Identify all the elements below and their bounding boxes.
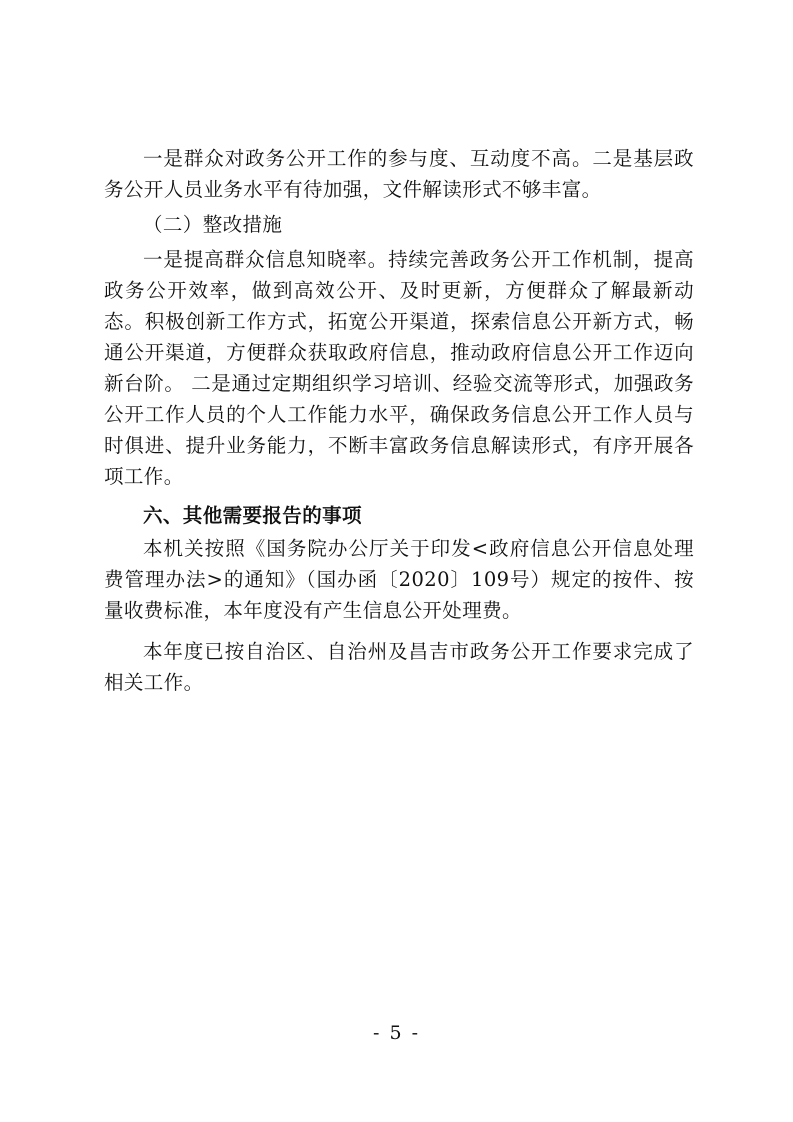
paragraph-measures: 一是提高群众信息知晓率。持续完善政务公开工作机制，提高政务公开效率，做到高效公开、及时更新，方便群众了解最新动态。积极创新工作方式，拓宽公开渠道，探索信息公开新方式，畅通公开渠道，方便群众获取政府信息，推动政府信息公开工作迈向新台阶。 二是通过定期组织学习培训、经验交流等形式，加强政务公开工作人员的个人工作能力水平，确保政务信息公开工作人员与时俱进、提升业务能力，不断丰富政务信息解读形式，有序开展各项工作。 bbox=[104, 248, 694, 488]
document-body bbox=[104, 143, 694, 698]
subheading-rectification-measures: （二）整改措施 bbox=[143, 213, 283, 236]
paragraph-processing-fee: 本机关按照《国务院办公厅关于印发<政府信息公开信息处理费管理办法>的通知》（国办函〔2020〕109号）规定的按件、按量收费标准，本年度没有产生信息公开处理费。 bbox=[104, 537, 694, 622]
paragraph-completion: 本年度已按自治区、自治州及昌吉市政务公开工作要求完成了相关工作。 bbox=[104, 640, 694, 694]
page-number: - 5 - bbox=[372, 1022, 420, 1044]
section-heading-other-matters: 六、其他需要报告的事项 bbox=[143, 504, 362, 527]
spacer bbox=[104, 492, 694, 496]
paragraph-problems: 一是群众对政务公开工作的参与度、互动度不高。二是基层政务公开人员业务水平有待加强，文件解读形式不够丰富。 bbox=[104, 147, 694, 201]
